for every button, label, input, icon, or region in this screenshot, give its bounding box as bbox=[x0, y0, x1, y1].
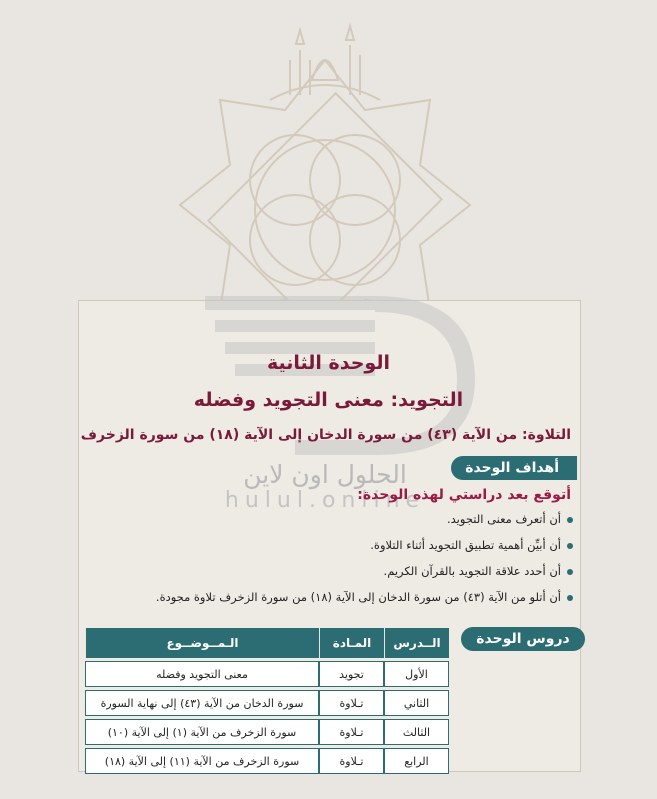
header-subject: المـادة bbox=[319, 628, 384, 658]
cell-lesson: الثاني bbox=[384, 690, 449, 716]
list-item: أن أبيِّن أهمية تطبيق التجويد أثناء التلاوة. bbox=[113, 538, 573, 552]
list-item: أن أحدد علاقة التجويد بالقرآن الكريم. bbox=[113, 564, 573, 578]
unit-goals-tab: أهداف الوحدة bbox=[451, 456, 577, 480]
unit-title: الوحدة الثانية bbox=[266, 352, 390, 374]
header-lesson: الــدرس bbox=[384, 628, 449, 658]
list-item: أن أتعرف معنى التجويد. bbox=[113, 512, 573, 526]
islamic-ornament bbox=[0, 0, 657, 320]
cell-subject: تـلاوة bbox=[319, 719, 384, 745]
lessons-table bbox=[85, 625, 449, 777]
cell-subject: تجويد bbox=[319, 661, 384, 687]
list-item: أن أتلو من الآية (٤٣) من سورة الدخان إلى الآية (١٨) من سورة الزخرف تلاوة مجودة. bbox=[113, 590, 573, 604]
table-row bbox=[85, 748, 449, 774]
tilawa-range: التلاوة: من الآية (٤٣) من سورة الدخان إلى الآية (١٨) من سورة الزخرف bbox=[80, 427, 571, 443]
cell-topic: معنى التجويد وفضله bbox=[85, 661, 319, 687]
watermark-text-arabic: الحلول اون لاين bbox=[243, 460, 407, 489]
table-row bbox=[85, 690, 449, 716]
lesson-title: التجويد: معنى التجويد وفضله bbox=[193, 389, 464, 411]
cell-subject: تـلاوة bbox=[319, 690, 384, 716]
table-row bbox=[85, 719, 449, 745]
table-row bbox=[85, 661, 449, 687]
cell-topic: سورة الزخرف من الآية (١) إلى الآية (١٠) bbox=[85, 719, 319, 745]
cell-topic: سورة الزخرف من الآية (١١) إلى الآية (١٨) bbox=[85, 748, 319, 774]
cell-lesson: الرابع bbox=[384, 748, 449, 774]
cell-lesson: الثالث bbox=[384, 719, 449, 745]
cell-subject: تـلاوة bbox=[319, 748, 384, 774]
header-topic: الـمــوضــوع bbox=[85, 628, 319, 658]
goals-list bbox=[113, 512, 573, 616]
cell-topic: سورة الدخان من الآية (٤٣) إلى نهاية السورة bbox=[85, 690, 319, 716]
goals-intro: أتوقع بعد دراستي لهذه الوحدة: bbox=[357, 487, 571, 503]
cell-lesson: الأول bbox=[384, 661, 449, 687]
table-header-row bbox=[85, 628, 449, 658]
watermark-text-english: hulul.online bbox=[224, 488, 426, 513]
unit-lessons-tab: دروس الوحدة bbox=[461, 627, 585, 651]
